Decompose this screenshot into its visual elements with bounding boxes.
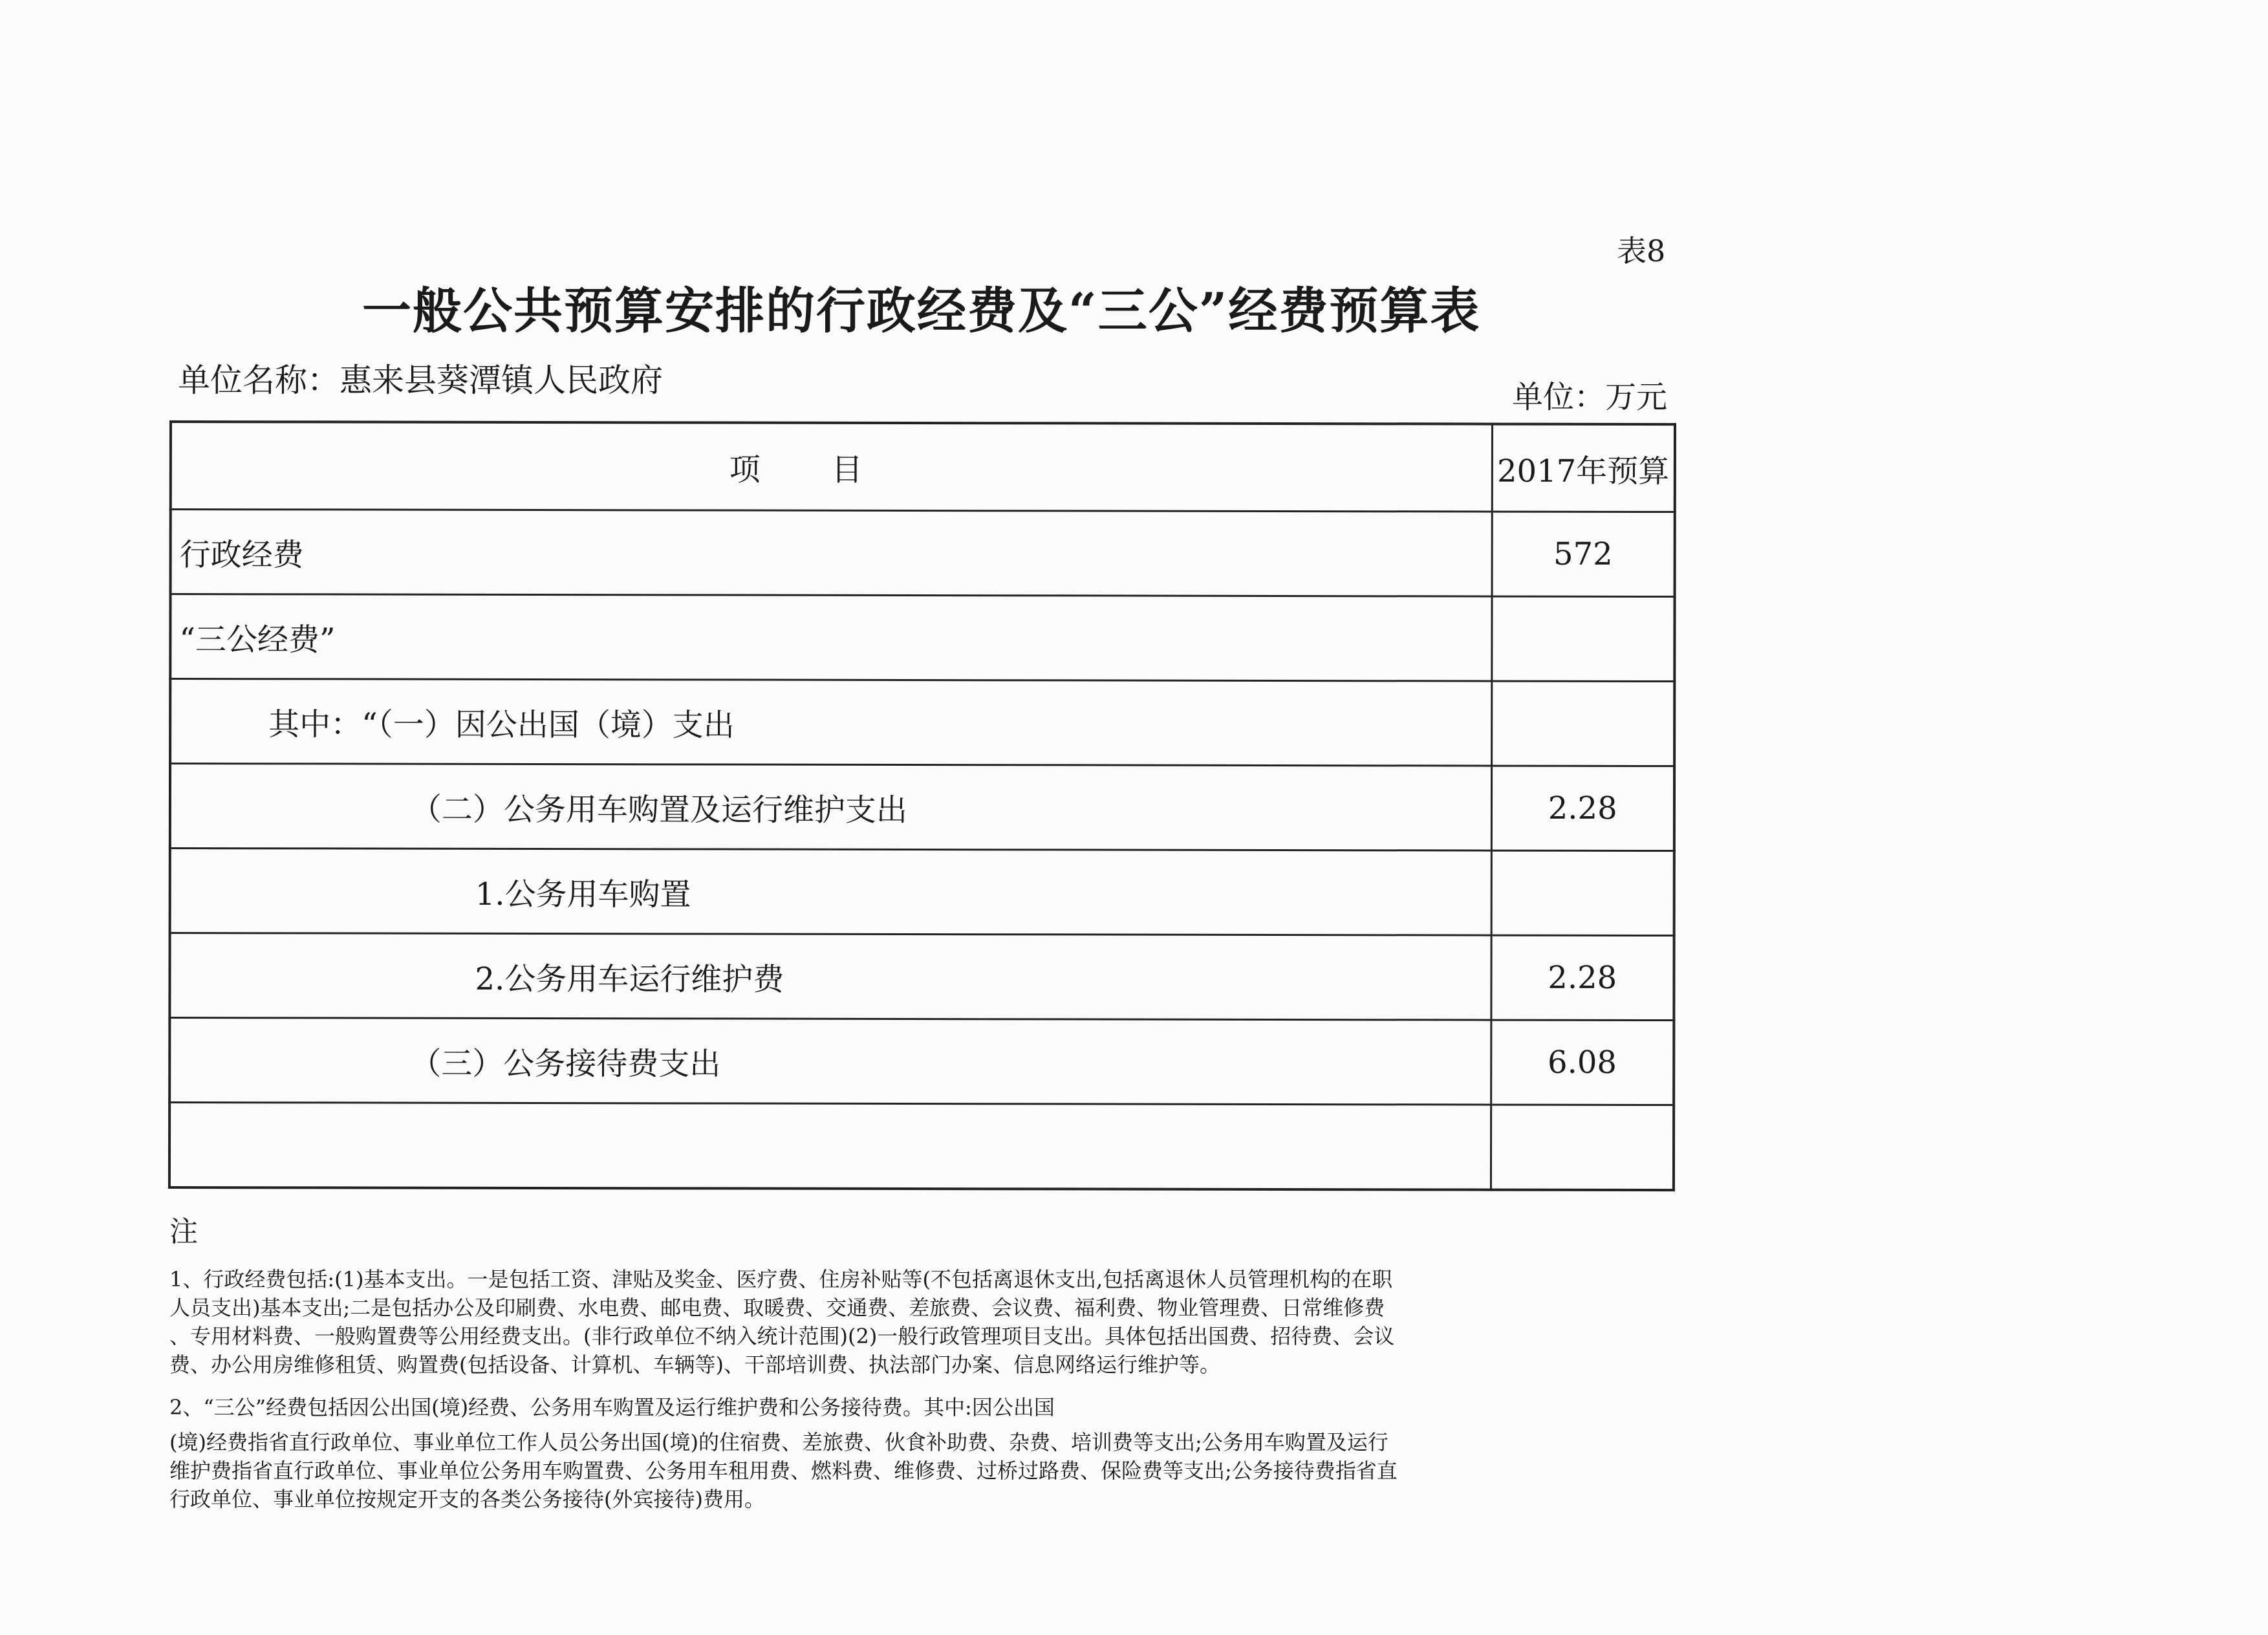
row-value	[1491, 596, 1674, 681]
row-label: 其中：“（一）因公出国（境）支出	[170, 679, 1491, 766]
notes-title: 注	[169, 1215, 198, 1248]
row-label: 2.公务用车运行维护费	[169, 933, 1491, 1021]
table-row	[170, 849, 1674, 936]
row-label	[169, 1103, 1491, 1190]
row-label: 行政经费	[171, 510, 1492, 597]
page-title: 一般公共预算安排的行政经费及“三公”经费预算表	[362, 282, 1481, 340]
table-row	[171, 510, 1675, 597]
row-value	[1491, 850, 1674, 935]
unit-name: 单位名称：惠来县葵潭镇人民政府	[178, 362, 663, 399]
row-value: 572	[1492, 512, 1675, 596]
note-2: 2、“三公”经费包括因公出国(境)经费、公务用车购置及运行维护费和公务接待费。其中:因公出国	[169, 1395, 1055, 1420]
row-label: “三公经费”	[170, 594, 1491, 682]
note-1: 1、行政经费包括:(1)基本支出。一是包括工资、津贴及奖金、医疗费、住房补贴等(不包括离退休支出,包括离退休人员管理机构的在职 人员支出)基本支出;二是包括办公及印刷费、水电费、邮电费、取暖费、交通费、差旅费、会议费、福利费、物业管理费、日常维修费 、专用材料费、一般购置费等公用经费支出。(非行政单位不纳入统计范围)(2)一般行政管理项目支出。具体包括出国费、招待费、会议 费、办公用房维修租赁、购置费(包括设备、计算机、车辆等)、干部培训费、执法部门办案、信息网络运行维护等。	[169, 1267, 1395, 1377]
note-3: (境)经费指省直行政单位、事业单位工作人员公务出国(境)的住宿费、差旅费、伙食补助费、杂费、培训费等支出;公务用车购置及运行 维护费指省直行政单位、事业单位公务用车购置费、公务用车租用费、燃料费、维修费、过桥过路费、保险费等支出;公务接待费指省直 行政单位、事业单位按规定开支的各类公务接待(外宾接待)费用。	[169, 1430, 1398, 1511]
table-row	[169, 1018, 1674, 1105]
budget-table	[168, 420, 1676, 1191]
row-label: （三）公务接待费支出	[169, 1018, 1491, 1105]
row-value: 2.28	[1491, 766, 1674, 850]
table-number: 表8	[1617, 233, 1666, 268]
row-value: 2.28	[1491, 935, 1674, 1020]
unit-label: 单位：万元	[1512, 379, 1668, 415]
table-header-row	[171, 422, 1675, 512]
row-label: 1.公务用车购置	[170, 849, 1491, 936]
header-item: 项目	[171, 422, 1492, 512]
row-value: 6.08	[1491, 1020, 1674, 1105]
row-label: （二）公务用车购置及运行维护支出	[170, 764, 1491, 851]
row-value	[1491, 681, 1674, 766]
header-budget: 2017年预算	[1492, 424, 1675, 512]
table-row	[170, 679, 1674, 766]
table-row	[170, 764, 1674, 851]
notes-section	[169, 1208, 1463, 1528]
table-row	[169, 1103, 1674, 1191]
table-row	[170, 594, 1674, 682]
table-row	[169, 933, 1674, 1021]
row-value	[1491, 1105, 1674, 1190]
